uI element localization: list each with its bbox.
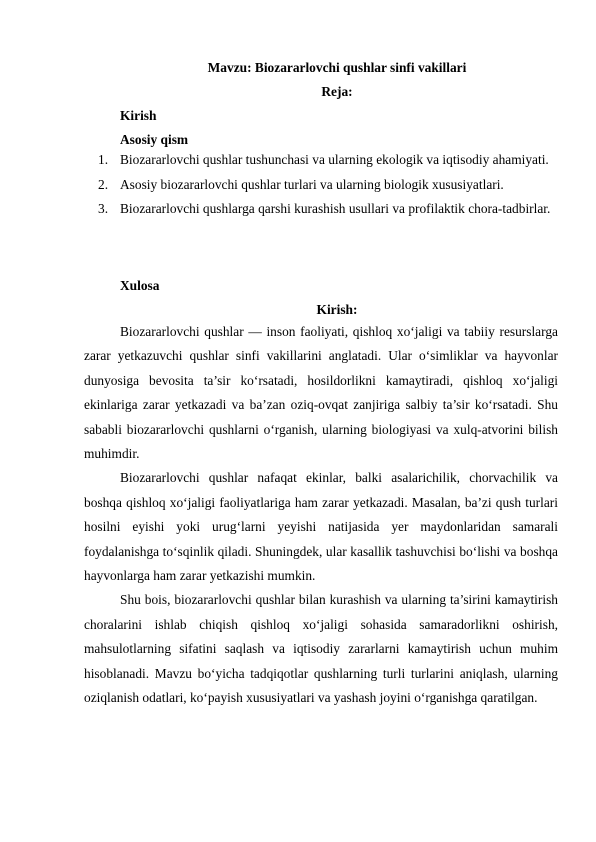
plan-heading: Reja: [321, 84, 353, 99]
plan-intro: Kirish [120, 108, 157, 123]
paragraph: Biozararlovchi qushlar nafaqat ekinlar, balki asalarichilik, chorvachilik va boshqa qishloq xo‘jaligi faoliyatlariga ham zarar yetkazadi. Masalan, ba’zi qush turlari hosilni eyishi yoki urug‘larni yeyishi natijasida yer maydonlaridan samarali foydalanishga to‘sqinlik qiladi. Shuningdek, ular kasallik tashuvchisi bo‘lishi va boshqa hayvonlarga ham zarar yetkazishi mumkin. [84, 470, 558, 584]
intro-heading: Kirish: [316, 302, 358, 317]
plan-list-number: 3. [98, 201, 109, 216]
plan-list-item [84, 197, 558, 222]
intro-body [84, 320, 558, 711]
plan-list-item [84, 173, 558, 198]
plan-list-text: Asosiy biozararlovchi qushlar turlari va ularning biologik xususiyatlari. [120, 176, 504, 192]
plan-conclusion: Xulosa [120, 278, 160, 293]
paragraph: Biozararlovchi qushlar — inson faoliyati, qishloq xo‘jaligi va tabiiy resurslarga zarar yetkazuvchi qushlar sinfi vakillarini anglatadi. Ular o‘simliklar va hayvonlar dunyosiga bevosita ta’sir ko‘rsatadi, hosildorlikni kamaytiradi, qishloq xo‘jaligi ekinlariga zarar yetkazadi va ba’zan oziq-ovqat zanjiriga salbiy ta’sir ko‘rsatadi. Shu sababli biozararlovchi qushlarni o‘rganish, ularning biologiyasi va xulq-atvorini bilish muhimdir. [84, 324, 558, 462]
plan-list-item [84, 148, 558, 173]
paragraph: Shu bois, biozararlovchi qushlar bilan kurashish va ularning ta’sirini kamaytirish choralarini ishlab chiqish qishloq xo‘jaligi sohasida samaradorlikni oshirish, mahsulotlarning sifatini saqlash va iqtisodiy zararlarni kamaytirish uchun muhim hisoblanadi. Mavzu bo‘yicha tadqiqotlar qushlarning turli turlarini aniqlash, ularning oziqlanish odatlari, ko‘payish xususiyatlari va yashash joyini o‘rganishga qaratilgan. [84, 592, 558, 706]
plan-list-text: Biozararlovchi qushlarga qarshi kurashish usullari va profilaktik chora-tadbirlar. [120, 201, 551, 216]
plan-main: Asosiy qism [120, 132, 189, 147]
plan-list-number: 1. [98, 152, 109, 167]
plan-list-number: 2. [98, 176, 109, 192]
plan-list-text: Biozararlovchi qushlar tushunchasi va ularning ekologik va iqtisodiy ahamiyati. [120, 152, 549, 167]
document-title: Mavzu: Biozararlovchi qushlar sinfi vakillari [207, 60, 467, 75]
plan-list [84, 148, 558, 222]
